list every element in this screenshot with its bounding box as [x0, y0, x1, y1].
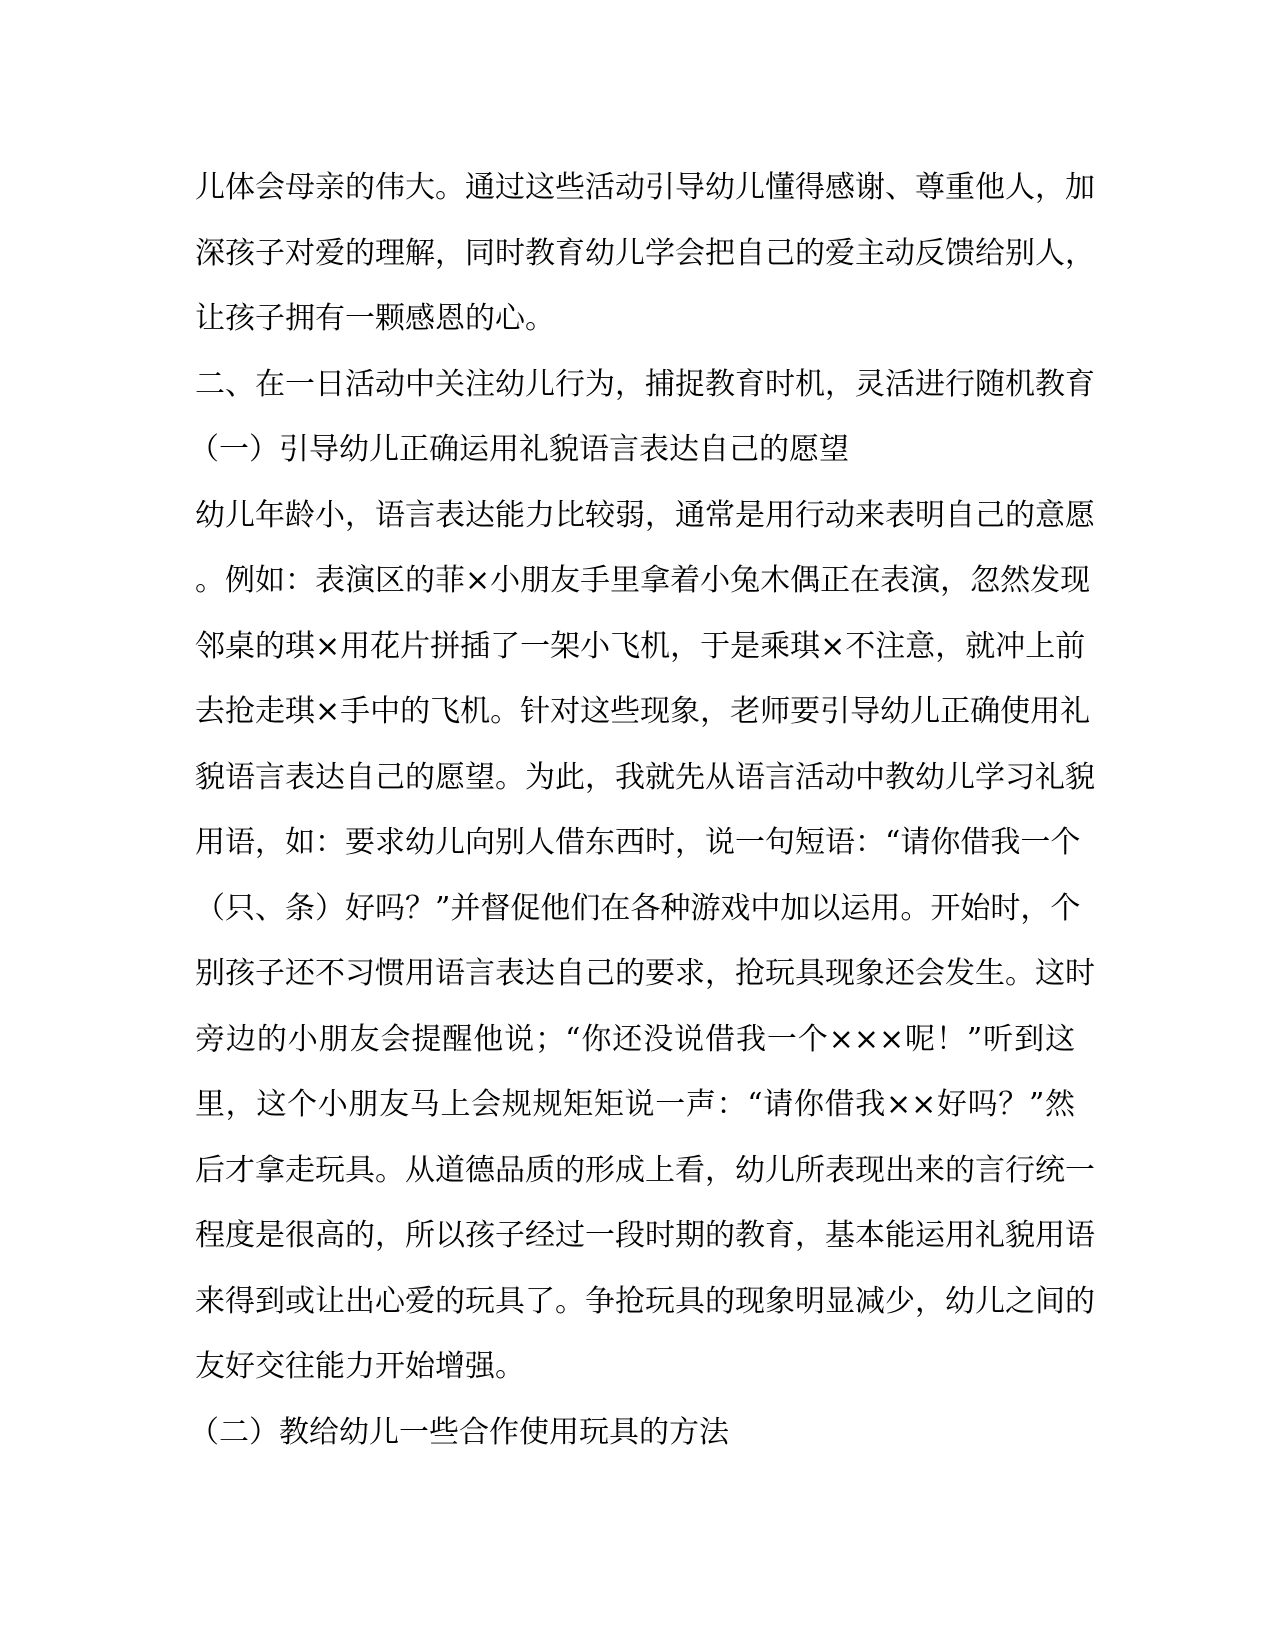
text-line: 去抢走琪×手中的飞机。针对这些现象，老师要引导幼儿正确使用礼 [195, 694, 1091, 729]
text-line: （只、条）好吗？”并督促他们在各种游戏中加以运用。开始时，个 [195, 890, 1081, 926]
text-line: 深孩子对爱的理解，同时教育幼儿学会把自己的爱主动反馈给别人， [195, 235, 1095, 271]
section-heading: 二、在一日活动中关注幼儿行为，捕捉教育时机，灵活进行随机教育 [195, 366, 1095, 402]
text-line: 里，这个小朋友马上会规规矩矩说一声：“请你借我××好吗？”然 [195, 1087, 1075, 1122]
text-line: 貌语言表达自己的愿望。为此，我就先从语言活动中教幼儿学习礼貌 [195, 759, 1095, 795]
text-line: 幼儿年龄小，语言表达能力比较弱，通常是用行动来表明自己的意愿 [195, 497, 1095, 533]
text-line: 用语，如：要求幼儿向别人借东西时，说一句短语：“请你借我一个 [195, 825, 1081, 860]
text-line: 旁边的小朋友会提醒他说；“你还没说借我一个×××呢！”听到这 [195, 1021, 1075, 1057]
text-line: 。例如：表演区的菲×小朋友手里拿着小兔木偶正在表演，忽然发现 [195, 563, 1091, 598]
text-line: 来得到或让出心爱的玩具了。争抢玩具的现象明显减少，幼儿之间的 [195, 1283, 1095, 1319]
text-line: 让孩子拥有一颗感恩的心。 [195, 301, 555, 336]
subsection-heading: （二）教给幼儿一些合作使用玩具的方法 [189, 1414, 729, 1450]
text-line: 后才拿走玩具。从道德品质的形成上看，幼儿所表现出来的言行统一 [195, 1152, 1095, 1188]
text-line: 别孩子还不习惯用语言表达自己的要求，抢玩具现象还会发生。这时 [195, 956, 1095, 991]
text-line: 友好交往能力开始增强。 [195, 1349, 525, 1384]
subsection-heading: （一）引导幼儿正确运用礼貌语言表达自己的愿望 [189, 432, 849, 467]
text-line: 儿体会母亲的伟大。通过这些活动引导幼儿懂得感谢、尊重他人，加 [195, 170, 1095, 205]
body-text [189, 155, 1095, 1465]
text-line: 邻桌的琪×用花片拼插了一架小飞机，于是乘琪×不注意，就冲上前 [195, 628, 1086, 664]
text-line: 程度是很高的，所以孩子经过一段时期的教育，基本能运用礼貌用语 [195, 1218, 1095, 1253]
